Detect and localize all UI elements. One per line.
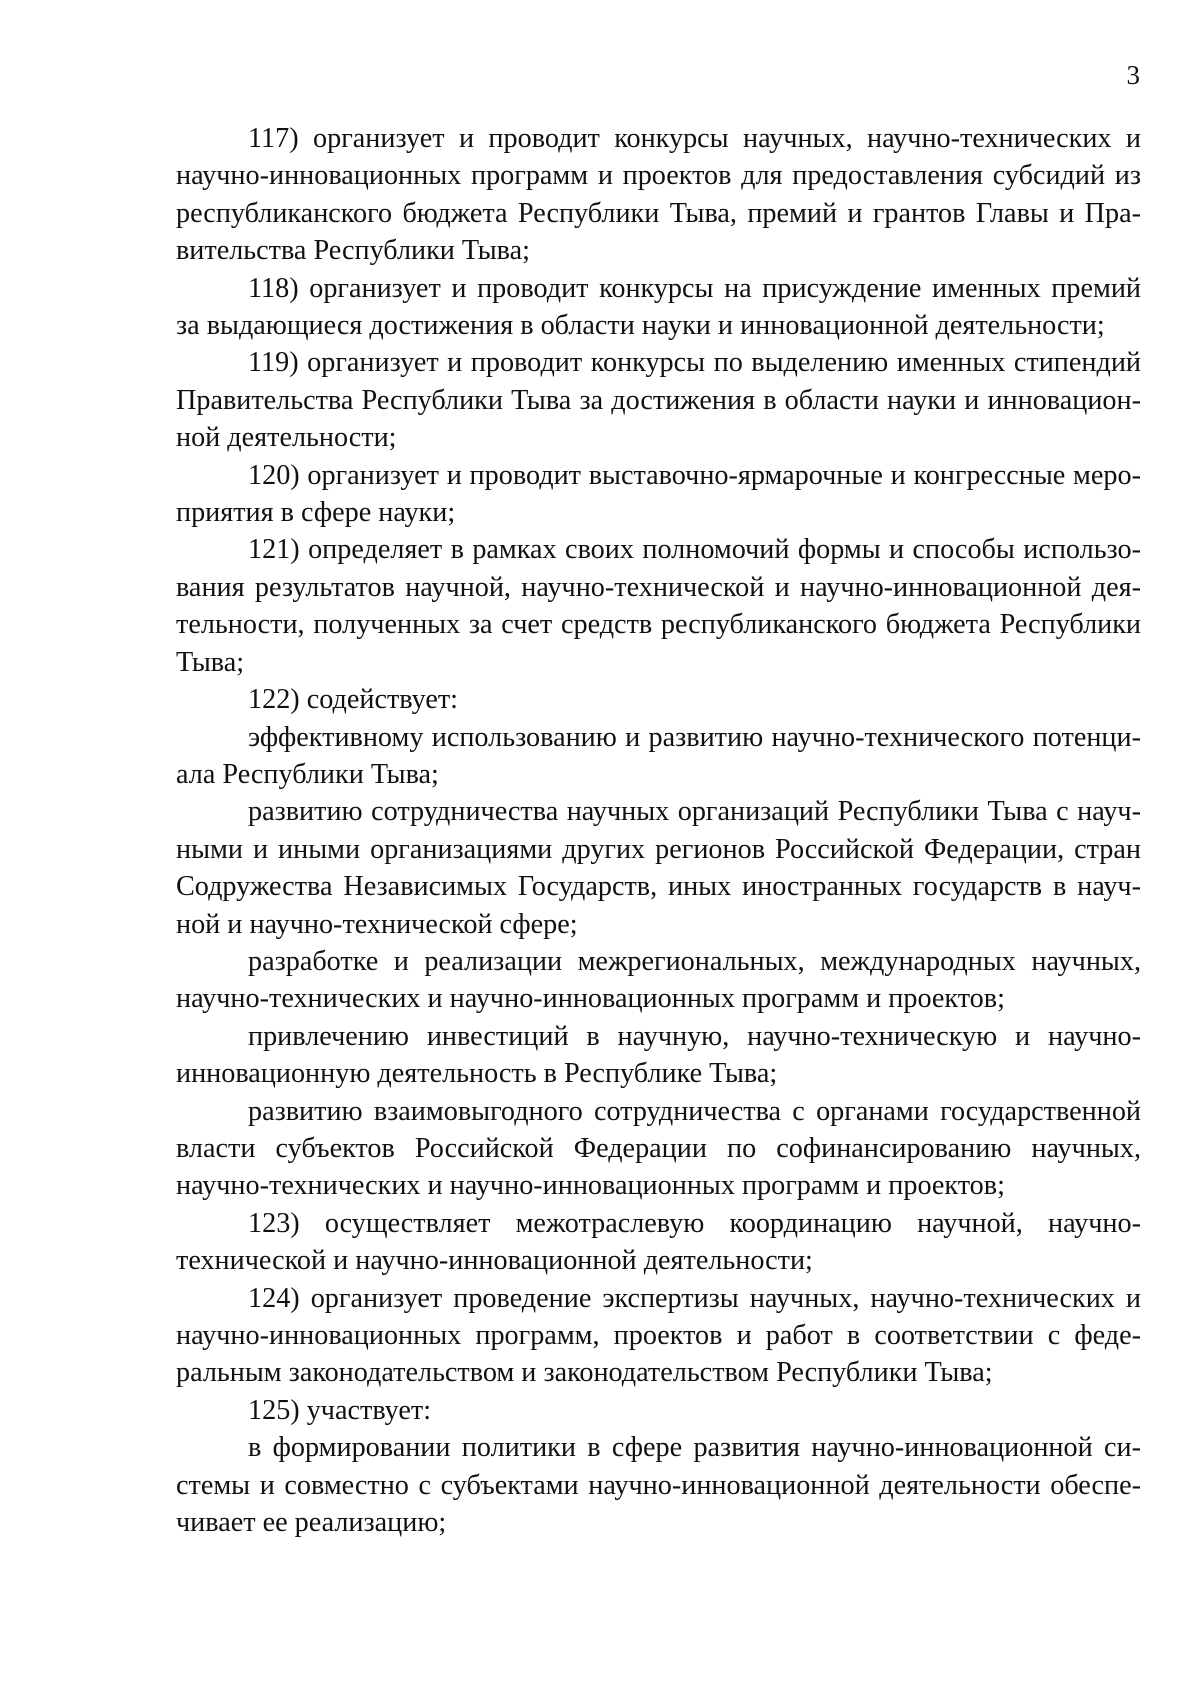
text-line: стемы и совместно с субъектами научно-инновационной деятельности обеспе- (176, 1469, 1141, 1501)
paragraph (176, 120, 1141, 270)
text-line: 122) содействует: (248, 684, 459, 716)
paragraph (176, 1429, 1141, 1541)
text-line: эффективному использованию и развитию научно-технического потенци- (248, 721, 1141, 753)
text-line: ной деятельности; (176, 422, 397, 454)
text-line: 118) организует и проводит конкурсы на присуждение именных премий (248, 272, 1141, 304)
text-line: разработке и реализации межрегиональных, международных научных, (248, 945, 1141, 977)
paragraph (176, 1093, 1141, 1205)
text-line: ными и иными организациями других регионов Российской Федерации, стран (176, 833, 1141, 865)
text-line: Правительства Республики Тыва за достижения в области науки и инновацион- (176, 384, 1141, 416)
text-line: научно-инновационных программ и проектов для предоставления субсидий из (176, 160, 1141, 192)
text-line: вания результатов научной, научно-технической и научно-инновационной дея- (176, 571, 1141, 603)
text-line: за выдающиеся достижения в области науки и инновационной деятельности; (176, 310, 1105, 342)
text-line: научно-технических и научно-инновационных программ и проектов; (176, 1170, 1005, 1202)
document-body (176, 120, 1141, 1541)
text-line: в формировании политики в сфере развития научно-инновационной си- (248, 1432, 1141, 1464)
text-line: республиканского бюджета Республики Тыва, премий и грантов Главы и Пра- (176, 197, 1141, 229)
paragraph (176, 793, 1141, 943)
paragraph (176, 344, 1141, 456)
paragraph (176, 719, 1141, 794)
text-line: научно-технических и научно-инновационных программ и проектов; (176, 983, 1005, 1015)
text-line: 124) организует проведение экспертизы научных, научно-технических и (248, 1282, 1141, 1314)
text-line: тельности, полученных за счет средств республиканского бюджета Республики (176, 609, 1141, 641)
text-line: развитию взаимовыгодного сотрудничества с органами государственной (248, 1095, 1141, 1127)
text-line: власти субъектов Российской Федерации по софинансированию научных, (176, 1132, 1141, 1164)
text-line: 119) организует и проводит конкурсы по выделению именных стипендий (248, 347, 1141, 379)
paragraph (176, 1280, 1141, 1392)
paragraph (176, 1205, 1141, 1280)
text-line: научно-инновационных программ, проектов и работ в соответствии с феде- (176, 1320, 1141, 1351)
paragraph (176, 1392, 1141, 1429)
text-line: инновационную деятельность в Республике Тыва; (176, 1058, 778, 1090)
text-line: 125) участвует: (248, 1394, 432, 1426)
text-line: ала Республики Тыва; (176, 758, 439, 790)
text-line: технической и научно-инновационной деятельности; (176, 1245, 813, 1277)
text-line: Тыва; (176, 646, 245, 678)
text-line: Содружества Независимых Государств, иных иностранных государств в науч- (176, 871, 1141, 903)
paragraph (176, 457, 1141, 532)
text-line: 123) осуществляет межотраслевую координацию научной, научно- (248, 1207, 1141, 1239)
text-line: 120) организует и проводит выставочно-ярмарочные и конгрессные меро- (248, 459, 1141, 491)
text-line: ральным законодательством и законодательством Республики Тыва; (176, 1357, 993, 1389)
text-line: вительства Республики Тыва; (176, 235, 530, 267)
text-line: 121) определяет в рамках своих полномочий формы и способы использо- (248, 534, 1141, 566)
paragraph (176, 1018, 1141, 1093)
text-line: чивает ее реализацию; (176, 1507, 447, 1539)
paragraph (176, 531, 1141, 681)
paragraph (176, 681, 1141, 718)
text-line: ной и научно-технической сфере; (176, 908, 578, 940)
paragraph (176, 943, 1141, 1018)
page-number: 3 (1126, 60, 1140, 90)
paragraph (176, 270, 1141, 345)
text-line: развитию сотрудничества научных организаций Республики Тыва с науч- (248, 796, 1141, 828)
text-line: приятия в сфере науки; (176, 497, 456, 529)
text-line: 117) организует и проводит конкурсы научных, научно-технических и (248, 123, 1141, 154)
text-line: привлечению инвестиций в научную, научно-техническую и научно- (248, 1020, 1141, 1052)
